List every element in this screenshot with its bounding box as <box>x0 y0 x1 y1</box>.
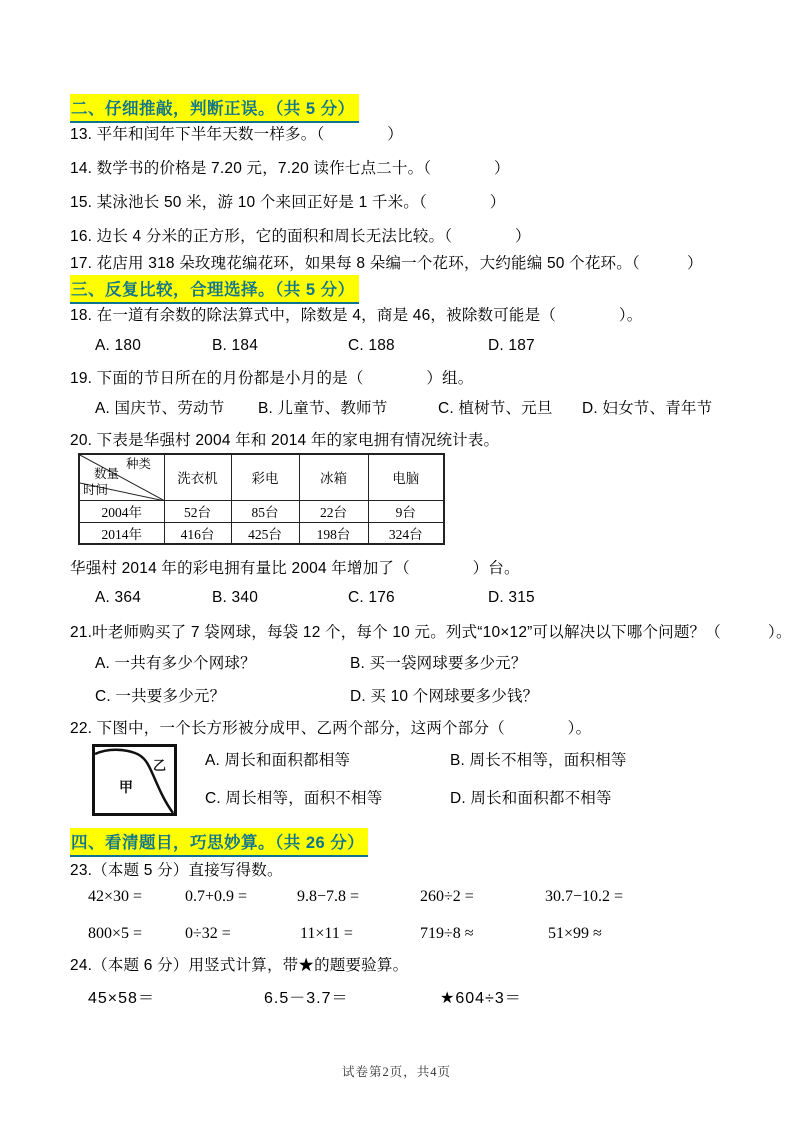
section-2-heading: 二、仔细推敲，判断正误。（共 5 分） <box>70 94 359 123</box>
q23-expr-10: 51×99 ≈ <box>548 925 602 942</box>
q23-expr-1: 42×30 = <box>88 888 143 905</box>
q22-figure <box>92 744 177 821</box>
q18-option-b: B. 184 <box>212 337 259 354</box>
q22-option-c: C. 周长相等，面积不相等 <box>205 790 383 807</box>
q18-option-c: C. 188 <box>348 337 395 354</box>
q23-expr-7: 0÷32 = <box>185 925 231 942</box>
q23-expr-4: 260÷2 = <box>420 888 474 905</box>
q22-option-a: A. 周长和面积都相等 <box>205 752 351 769</box>
cell: 52台 <box>164 500 231 522</box>
cell: 22台 <box>299 500 368 522</box>
cell: 324台 <box>368 522 444 544</box>
question-20: 20. 下表是华强村 2004 年和 2014 年的家电拥有情况统计表。 <box>70 432 500 449</box>
q19-option-c: C. 植树节、元旦 <box>438 400 553 417</box>
question-21: 21.叶老师购买了 7 袋网球，每袋 12 个，每个 10 元。列式“10×12”可以解决以下哪个问题？（ ）。 <box>70 624 792 641</box>
rectangle-curve-figure <box>92 744 177 816</box>
q20-tail-text: 华强村 2014 年的彩电拥有量比 2004 年增加了（ ）台。 <box>70 560 520 577</box>
q23-expr-3: 9.8−7.8 = <box>297 888 360 905</box>
table-row-2004 <box>79 500 444 522</box>
table-col-tv: 彩电 <box>231 454 299 500</box>
cell: 85台 <box>231 500 299 522</box>
section-3-heading: 三、反复比较，合理选择。（共 5 分） <box>70 275 359 304</box>
q24-expr-2: 6.5－3.7＝ <box>264 990 349 1007</box>
table-corner-cell <box>79 454 164 500</box>
question-19: 19. 下面的节日所在的月份都是小月的是（ ）组。 <box>70 370 474 387</box>
section-4-heading: 四、看清题目，巧思妙算。（共 26 分） <box>70 828 368 857</box>
q23-expr-5: 30.7−10.2 = <box>545 888 624 905</box>
corner-label-quantity: 数量 <box>94 467 120 481</box>
q23-expr-9: 719÷8 ≈ <box>420 925 474 942</box>
q24-expr-3: ★604÷3＝ <box>440 990 522 1007</box>
question-15: 15. 某泳池长 50 米，游 10 个来回正好是 1 千米。（ ） <box>70 194 506 211</box>
q20-option-b: B. 340 <box>212 589 259 606</box>
table-row-2014 <box>79 522 444 544</box>
q18-option-d: D. 187 <box>488 337 535 354</box>
q19-option-d: D. 妇女节、青年节 <box>582 400 713 417</box>
q21-option-c: C. 一共要多少元？ <box>95 688 226 705</box>
q24-expr-1: 45×58＝ <box>88 990 155 1007</box>
q21-option-d: D. 买 10 个网球要多少钱？ <box>350 688 539 705</box>
q21-option-a: A. 一共有多少个网球？ <box>95 655 256 672</box>
question-16: 16. 边长 4 分米的正方形，它的面积和周长无法比较。（ ） <box>70 228 531 245</box>
region-label-yi: 乙 <box>153 758 167 773</box>
q19-option-a: A. 国庆节、劳动节 <box>95 400 225 417</box>
q19-option-b: B. 儿童节、教师节 <box>258 400 388 417</box>
cell: 198台 <box>299 522 368 544</box>
cell: 416台 <box>164 522 231 544</box>
question-17: 17. 花店用 318 朵玫瑰花编花环，如果每 8 朵编一个花环，大约能编 50 个花环。（ ） <box>70 255 703 272</box>
q22-option-b: B. 周长不相等，面积相等 <box>450 752 627 769</box>
q20-option-a: A. 364 <box>95 589 142 606</box>
row-label: 2004年 <box>79 500 164 522</box>
q23-expr-2: 0.7+0.9 = <box>185 888 248 905</box>
q21-option-b: B. 买一袋网球要多少元？ <box>350 655 527 672</box>
question-24: 24.（本题 6 分）用竖式计算，带★的题要验算。 <box>70 957 409 974</box>
corner-label-time: 时间 <box>83 482 109 497</box>
q23-expr-8: 11×11 = <box>300 925 353 942</box>
region-label-jia: 甲 <box>119 779 133 795</box>
q23-expr-6: 800×5 = <box>88 925 143 942</box>
table-col-computer: 电脑 <box>368 454 444 500</box>
question-14: 14. 数学书的价格是 7.20 元，7.20 读作七点二十。（ ） <box>70 160 510 177</box>
table-col-fridge: 冰箱 <box>299 454 368 500</box>
q20-option-c: C. 176 <box>348 589 395 606</box>
q22-option-d: D. 周长和面积都不相等 <box>450 790 612 807</box>
question-13: 13. 平年和闰年下半年天数一样多。（ ） <box>70 126 403 143</box>
q18-option-a: A. 180 <box>95 337 142 354</box>
q20-option-d: D. 315 <box>488 589 535 606</box>
question-23: 23.（本题 5 分）直接写得数。 <box>70 862 283 879</box>
page-footer: 试卷第2页，共4页 <box>341 1065 451 1079</box>
question-22: 22. 下图中，一个长方形被分成甲、乙两个部分，这两个部分（ ）。 <box>70 720 592 737</box>
row-label: 2014年 <box>79 522 164 544</box>
cell: 9台 <box>368 500 444 522</box>
corner-label-category: 种类 <box>126 457 152 471</box>
appliance-table <box>78 453 445 545</box>
question-18: 18. 在一道有余数的除法算式中，除数是 4，商是 46，被除数可能是（ ）。 <box>70 307 643 324</box>
table-col-washer: 洗衣机 <box>164 454 231 500</box>
cell: 425台 <box>231 522 299 544</box>
